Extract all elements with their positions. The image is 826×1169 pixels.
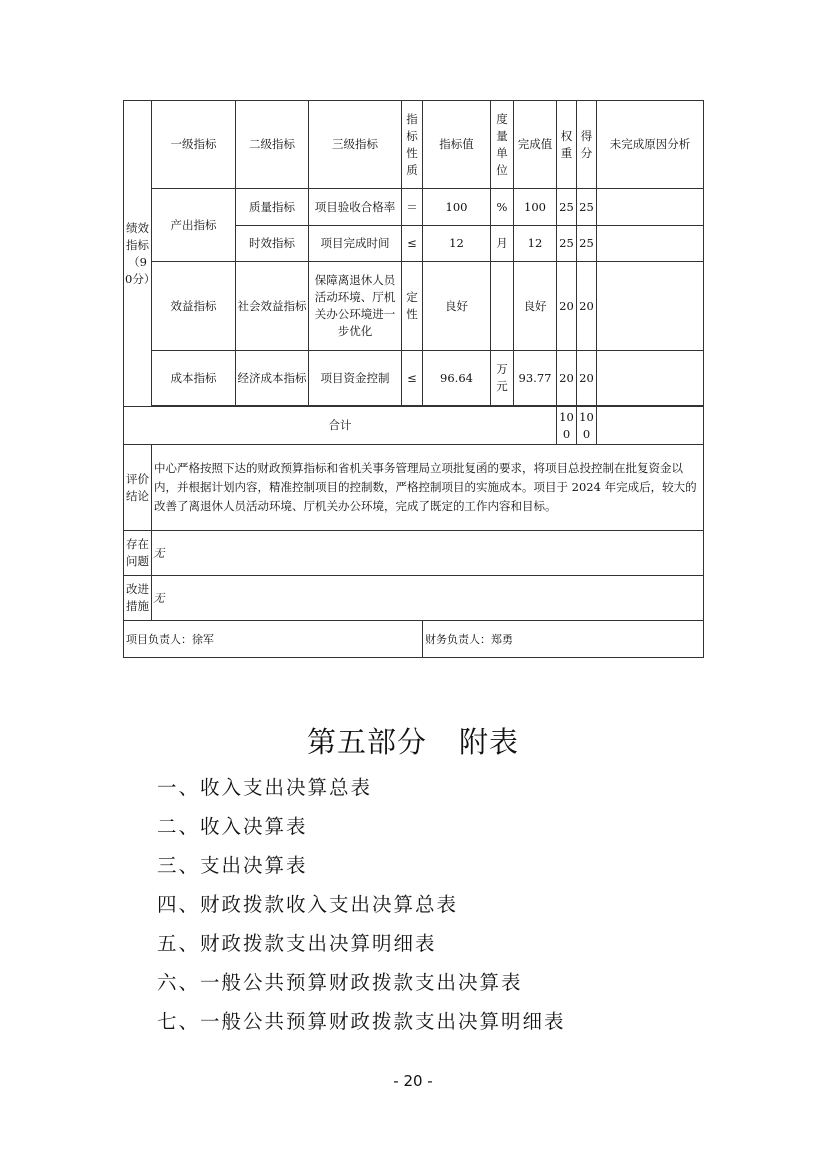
cell-level2: 经济成本指标	[236, 351, 309, 406]
cell-level3: 项目完成时间	[309, 226, 402, 262]
cell-reason	[597, 351, 704, 406]
cell-score: 20	[577, 262, 597, 351]
cell-reason	[597, 262, 704, 351]
list-item: 七、一般公共预算财政拨款支出决算明细表	[157, 1010, 566, 1033]
cell-score: 25	[577, 189, 597, 226]
problems-label: 存在问题	[124, 531, 152, 576]
cell-weight: 25	[557, 226, 577, 262]
cell-weight: 20	[557, 262, 577, 351]
list-item: 二、收入决算表	[157, 815, 308, 838]
cell-level3: 项目资金控制	[309, 351, 402, 406]
section-part: 第五部分	[306, 725, 427, 759]
cell-done: 12	[514, 226, 557, 262]
cell-unit: %	[491, 189, 514, 226]
header-nature: 指标性质	[402, 101, 423, 189]
total-weight: 100	[557, 407, 577, 445]
measures-label: 改进措施	[124, 576, 152, 621]
list-item: 三、支出决算表	[157, 854, 308, 877]
problems-value: 无	[152, 531, 704, 576]
header-done: 完成值	[514, 101, 557, 189]
problems-row	[124, 531, 704, 576]
header-weight: 权重	[557, 101, 577, 189]
header-score: 得分	[577, 101, 597, 189]
cell-unit: 万元	[491, 351, 514, 406]
cell-level3: 项目验收合格率	[309, 189, 402, 226]
cell-done: 93.77	[514, 351, 557, 406]
group-label: 绩效指标（90分）	[124, 101, 152, 407]
list-item: 一、收入支出决算总表	[157, 776, 373, 799]
table-row	[124, 262, 704, 351]
cell-value: 96.64	[423, 351, 491, 406]
performance-table	[123, 100, 704, 658]
cell-level3: 保障离退休人员活动环境、厅机关办公环境进一步优化	[309, 262, 402, 351]
table-row	[124, 351, 704, 406]
header-row	[124, 101, 704, 189]
cell-reason	[597, 189, 704, 226]
total-label: 合计	[124, 407, 557, 445]
cell-weight: 25	[557, 189, 577, 226]
list-item: 四、财政拨款收入支出决算总表	[157, 893, 459, 916]
cell-unit	[491, 262, 514, 351]
cell-weight: 20	[557, 351, 577, 406]
header-unit: 度量单位	[491, 101, 514, 189]
signature-row	[124, 621, 704, 658]
header-level3: 三级指标	[309, 101, 402, 189]
table-row	[124, 189, 704, 226]
cell-reason	[597, 226, 704, 262]
cell-nature: ＝	[402, 189, 423, 226]
cell-score: 20	[577, 351, 597, 406]
cell-done: 良好	[514, 262, 557, 351]
cell-nature: 定性	[402, 262, 423, 351]
measures-value: 无	[152, 576, 704, 621]
cell-value: 良好	[423, 262, 491, 351]
cell-score: 25	[577, 226, 597, 262]
header-level2: 二级指标	[236, 101, 309, 189]
cell-done: 100	[514, 189, 557, 226]
cell-nature: ≤	[402, 351, 423, 406]
page-number: - 20 -	[393, 1072, 433, 1090]
cell-level2: 质量指标	[236, 189, 309, 226]
total-row	[124, 407, 704, 445]
evaluation-row	[124, 445, 704, 531]
cell-level1: 产出指标	[152, 189, 236, 262]
section-title: 附表	[459, 725, 520, 759]
cell-value: 12	[423, 226, 491, 262]
header-reason: 未完成原因分析	[597, 101, 704, 189]
list-item: 六、一般公共预算财政拨款支出决算表	[157, 971, 523, 994]
evaluation-label: 评价结论	[124, 445, 152, 531]
cell-level1: 成本指标	[152, 351, 236, 406]
cell-level1: 效益指标	[152, 262, 236, 351]
measures-row	[124, 576, 704, 621]
appendix-list	[157, 771, 566, 1044]
cell-value: 100	[423, 189, 491, 226]
cell-unit: 月	[491, 226, 514, 262]
header-value: 指标值	[423, 101, 491, 189]
list-item: 五、财政拨款支出决算明细表	[157, 932, 437, 955]
cell-level2: 社会效益指标	[236, 262, 309, 351]
total-score: 100	[577, 407, 597, 445]
finance-lead: 财务负责人：郑勇	[423, 621, 704, 658]
cell-nature: ≤	[402, 226, 423, 262]
header-level1: 一级指标	[152, 101, 236, 189]
section-heading	[0, 720, 826, 761]
evaluation-text: 中心严格按照下达的财政预算指标和省机关事务管理局立项批复函的要求，将项目总投控制在批复资金以内，并根据计划内容，精准控制项目的控制数，严格控制项目的实施成本。项目于 2024 年完成后，较大的改善了离退休人员活动环境、厅机关办公环境，完成了既定的工作内容和目标。	[152, 445, 704, 531]
cell-level2: 时效指标	[236, 226, 309, 262]
project-lead: 项目负责人：徐军	[124, 621, 423, 658]
